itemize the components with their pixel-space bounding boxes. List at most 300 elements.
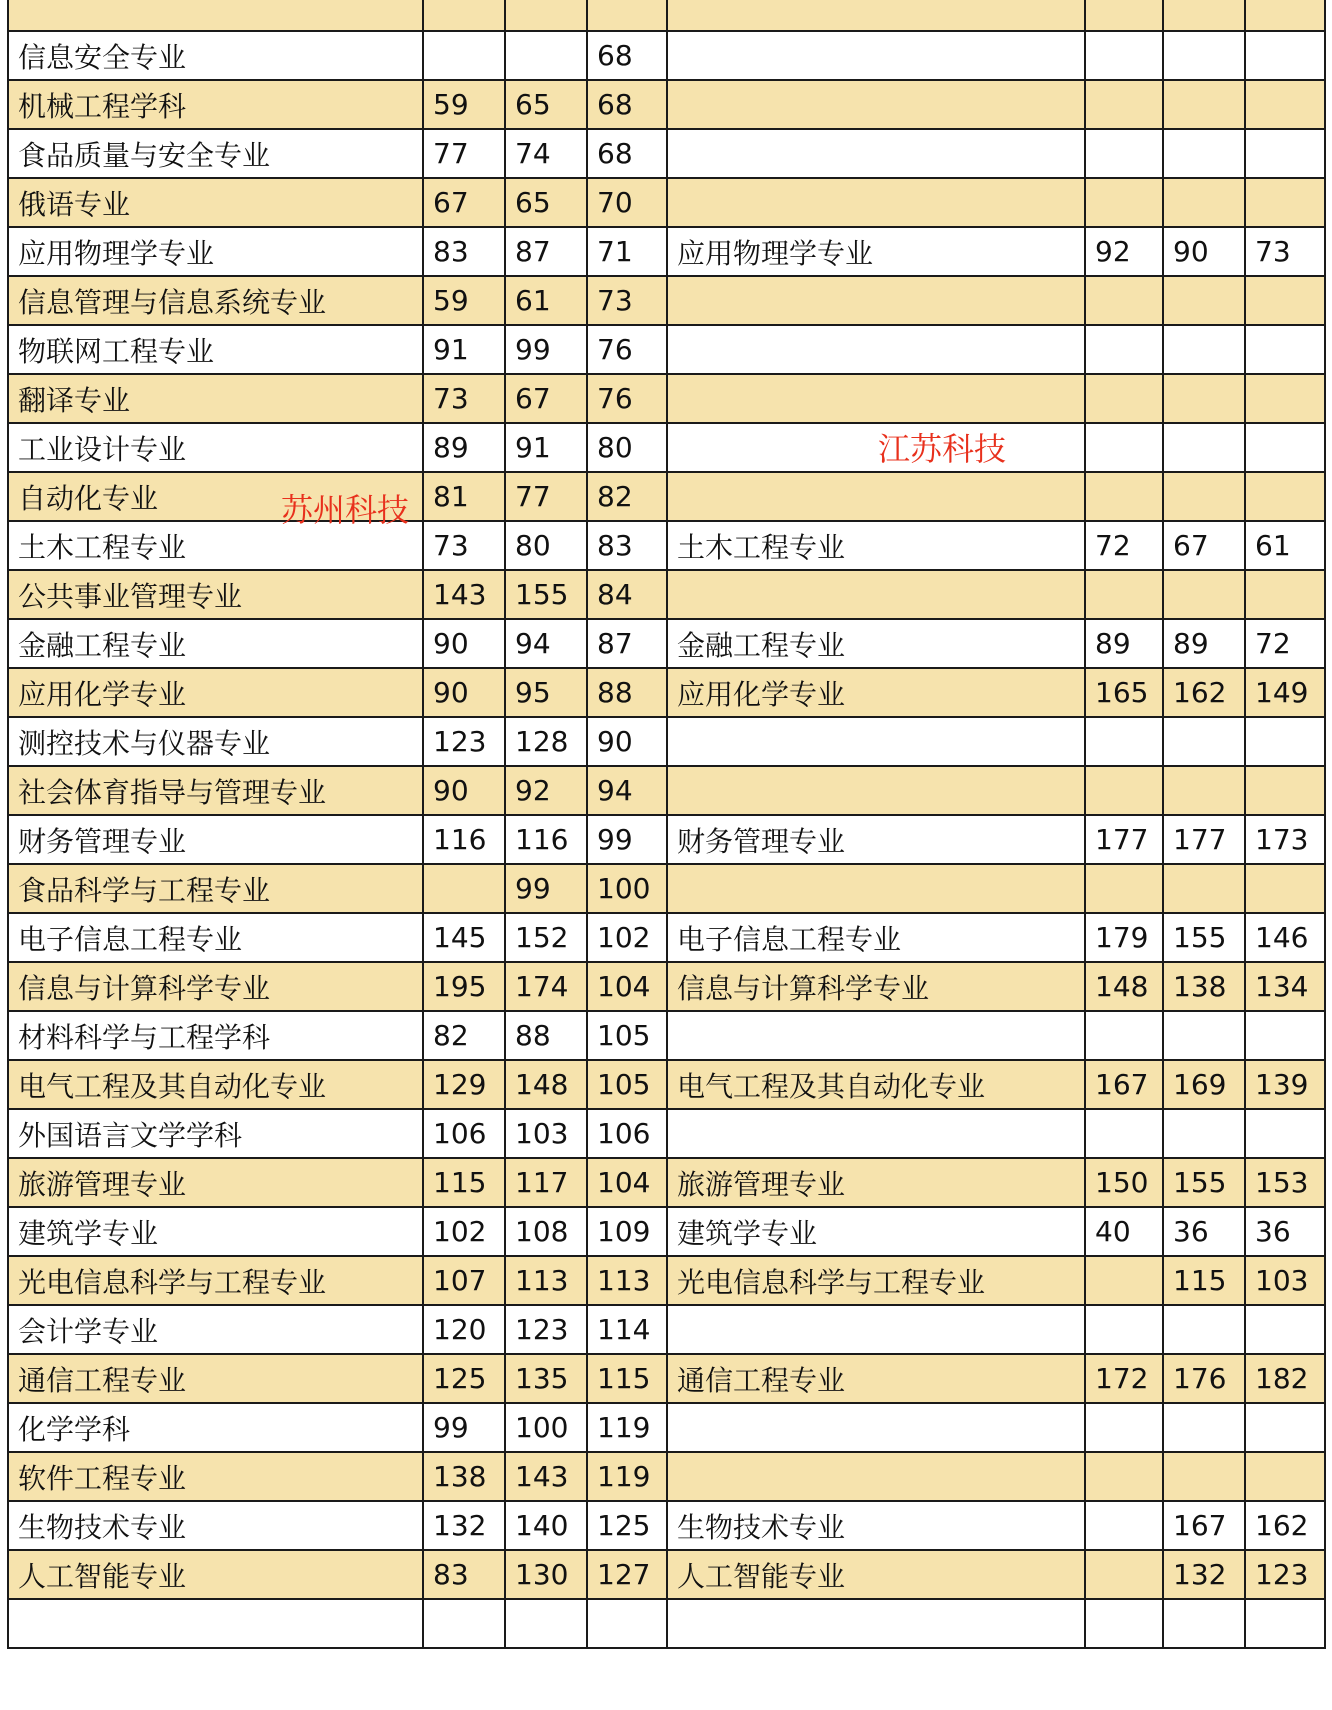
cell-value-2: 152 — [505, 913, 587, 962]
cell-value-6 — [1245, 766, 1325, 815]
cell-major-name: 通信工程专业 — [8, 1354, 423, 1403]
cell-value-6: 134 — [1245, 962, 1325, 1011]
cell-value-6 — [1245, 1305, 1325, 1354]
cell-value-1: 90 — [423, 619, 505, 668]
cell-major-name: 物联网工程专业 — [8, 325, 423, 374]
cell-major-name: 机械工程学科 — [8, 80, 423, 129]
cell-value-1: 67 — [423, 178, 505, 227]
cell-value-6: 72 — [1245, 619, 1325, 668]
cell-value-3: 80 — [587, 423, 667, 472]
cell-value-5 — [1163, 1452, 1245, 1501]
cell-value-1: 77 — [423, 129, 505, 178]
cell-major-name-2 — [667, 1403, 1085, 1452]
cell-major-name-2: 应用物理学专业 — [667, 227, 1085, 276]
cell-major-name: 公共事业管理专业 — [8, 570, 423, 619]
cell-value-4: 92 — [1085, 227, 1163, 276]
cell-value-3: 88 — [587, 668, 667, 717]
cell-value-1 — [423, 31, 505, 80]
cell-major-name: 会计学专业 — [8, 1305, 423, 1354]
cell-value-4: 40 — [1085, 1207, 1163, 1256]
cell-value-2: 140 — [505, 1501, 587, 1550]
cell-value-2: 113 — [505, 1256, 587, 1305]
cell-value-3: 102 — [587, 913, 667, 962]
cell-value-2: 148 — [505, 1060, 587, 1109]
cell-value-5: 90 — [1163, 227, 1245, 276]
cell-value-4: 172 — [1085, 1354, 1163, 1403]
cell-major-name-2: 信息与计算科学专业 — [667, 962, 1085, 1011]
cell-value-4 — [1085, 0, 1163, 31]
cell-value-1: 120 — [423, 1305, 505, 1354]
cell-value-1 — [423, 864, 505, 913]
cell-major-name: 社会体育指导与管理专业 — [8, 766, 423, 815]
table-row — [8, 80, 1325, 129]
cell-value-1 — [423, 1599, 505, 1648]
cell-value-2: 74 — [505, 129, 587, 178]
cell-value-2: 65 — [505, 80, 587, 129]
cell-value-1: 59 — [423, 80, 505, 129]
cell-major-name: 测控技术与仪器专业 — [8, 717, 423, 766]
cell-value-2 — [505, 31, 587, 80]
cell-major-name-2: 生物技术专业 — [667, 1501, 1085, 1550]
cell-value-1: 81 — [423, 472, 505, 521]
cell-major-name-2 — [667, 1599, 1085, 1648]
cell-value-2: 116 — [505, 815, 587, 864]
cell-value-4 — [1085, 766, 1163, 815]
cell-value-4: 72 — [1085, 521, 1163, 570]
cell-value-2: 95 — [505, 668, 587, 717]
cell-value-4: 165 — [1085, 668, 1163, 717]
cell-value-5 — [1163, 129, 1245, 178]
cell-value-4 — [1085, 31, 1163, 80]
cell-value-3: 119 — [587, 1452, 667, 1501]
cell-value-5: 177 — [1163, 815, 1245, 864]
cell-value-2: 88 — [505, 1011, 587, 1060]
cell-value-2: 67 — [505, 374, 587, 423]
cell-value-1: 89 — [423, 423, 505, 472]
cell-value-3: 87 — [587, 619, 667, 668]
cell-value-3: 76 — [587, 374, 667, 423]
table-row — [8, 913, 1325, 962]
cell-value-3: 68 — [587, 80, 667, 129]
cell-value-3: 119 — [587, 1403, 667, 1452]
cell-value-1: 145 — [423, 913, 505, 962]
cell-value-5 — [1163, 31, 1245, 80]
cell-major-name: 生物技术专业 — [8, 1501, 423, 1550]
cell-major-name-2: 金融工程专业 — [667, 619, 1085, 668]
cell-major-name-2 — [667, 80, 1085, 129]
cell-major-name-2: 旅游管理专业 — [667, 1158, 1085, 1207]
cell-major-name-2: 通信工程专业 — [667, 1354, 1085, 1403]
cell-value-1: 125 — [423, 1354, 505, 1403]
cell-value-3: 90 — [587, 717, 667, 766]
cell-major-name-2 — [667, 570, 1085, 619]
cell-major-name: 材料科学与工程学科 — [8, 1011, 423, 1060]
table-row — [8, 1501, 1325, 1550]
cell-major-name-2: 应用化学专业 — [667, 668, 1085, 717]
cell-value-5 — [1163, 1109, 1245, 1158]
cell-value-2: 117 — [505, 1158, 587, 1207]
cell-major-name-2 — [667, 0, 1085, 31]
watermark-jiangsu-keji: 江苏科技 — [878, 430, 1007, 468]
cell-major-name: 光电信息科学与工程专业 — [8, 1256, 423, 1305]
table-row — [8, 1599, 1325, 1648]
cell-value-2: 135 — [505, 1354, 587, 1403]
cell-value-4 — [1085, 1599, 1163, 1648]
cell-major-name-2: 电气工程及其自动化专业 — [667, 1060, 1085, 1109]
cell-value-1: 73 — [423, 521, 505, 570]
cell-value-3: 68 — [587, 31, 667, 80]
cell-value-6 — [1245, 1403, 1325, 1452]
cell-value-5: 169 — [1163, 1060, 1245, 1109]
table-row — [8, 227, 1325, 276]
cell-value-5 — [1163, 570, 1245, 619]
cell-value-5 — [1163, 80, 1245, 129]
cell-value-6 — [1245, 129, 1325, 178]
cell-value-6 — [1245, 374, 1325, 423]
cell-value-2: 155 — [505, 570, 587, 619]
cell-value-1: 59 — [423, 276, 505, 325]
cell-major-name-2 — [667, 766, 1085, 815]
cell-value-3: 105 — [587, 1011, 667, 1060]
table-row — [8, 864, 1325, 913]
cell-value-1: 115 — [423, 1158, 505, 1207]
cell-value-4 — [1085, 472, 1163, 521]
table-row — [8, 1256, 1325, 1305]
table-row — [8, 1550, 1325, 1599]
cell-value-2: 80 — [505, 521, 587, 570]
cell-value-6: 61 — [1245, 521, 1325, 570]
cell-value-1: 107 — [423, 1256, 505, 1305]
cell-value-2: 123 — [505, 1305, 587, 1354]
cell-value-1: 143 — [423, 570, 505, 619]
cell-value-3: 100 — [587, 864, 667, 913]
cell-value-6 — [1245, 80, 1325, 129]
table-row — [8, 521, 1325, 570]
cell-value-2: 128 — [505, 717, 587, 766]
cell-value-5 — [1163, 0, 1245, 31]
cell-value-6: 182 — [1245, 1354, 1325, 1403]
cell-major-name: 金融工程专业 — [8, 619, 423, 668]
cell-value-6 — [1245, 717, 1325, 766]
cell-value-4 — [1085, 276, 1163, 325]
table-row — [8, 129, 1325, 178]
table-row — [8, 31, 1325, 80]
cell-value-6: 173 — [1245, 815, 1325, 864]
cell-value-5: 176 — [1163, 1354, 1245, 1403]
cell-major-name-2 — [667, 178, 1085, 227]
cell-value-6 — [1245, 423, 1325, 472]
cell-value-4 — [1085, 80, 1163, 129]
cell-value-3: 125 — [587, 1501, 667, 1550]
cell-value-6 — [1245, 276, 1325, 325]
cell-value-5: 67 — [1163, 521, 1245, 570]
cell-major-name: 旅游管理专业 — [8, 1158, 423, 1207]
cell-value-5 — [1163, 1305, 1245, 1354]
cell-major-name: 软件工程专业 — [8, 1452, 423, 1501]
cell-value-3: 106 — [587, 1109, 667, 1158]
table-row — [8, 1158, 1325, 1207]
cell-value-4: 150 — [1085, 1158, 1163, 1207]
cell-major-name-2 — [667, 129, 1085, 178]
cell-value-4 — [1085, 423, 1163, 472]
cell-value-5 — [1163, 717, 1245, 766]
cell-major-name: 人工智能专业 — [8, 1550, 423, 1599]
cell-value-4: 177 — [1085, 815, 1163, 864]
cell-value-3: 105 — [587, 1060, 667, 1109]
cell-value-2: 143 — [505, 1452, 587, 1501]
cell-value-4 — [1085, 1305, 1163, 1354]
cell-value-4 — [1085, 129, 1163, 178]
table-row — [8, 325, 1325, 374]
cell-value-2: 174 — [505, 962, 587, 1011]
cell-value-3: 68 — [587, 129, 667, 178]
cell-major-name-2 — [667, 276, 1085, 325]
cell-major-name-2 — [667, 31, 1085, 80]
cell-value-2: 130 — [505, 1550, 587, 1599]
cell-value-2: 99 — [505, 864, 587, 913]
cell-value-1: 99 — [423, 1403, 505, 1452]
cell-value-3: 70 — [587, 178, 667, 227]
cell-value-3: 109 — [587, 1207, 667, 1256]
cell-major-name-2 — [667, 1452, 1085, 1501]
cell-value-5: 155 — [1163, 913, 1245, 962]
cell-value-1: 106 — [423, 1109, 505, 1158]
cell-major-name-2: 光电信息科学与工程专业 — [667, 1256, 1085, 1305]
cell-value-3 — [587, 1599, 667, 1648]
cell-major-name-2 — [667, 717, 1085, 766]
cell-value-6 — [1245, 1109, 1325, 1158]
cell-value-6: 103 — [1245, 1256, 1325, 1305]
cell-major-name-2 — [667, 374, 1085, 423]
cell-major-name: 财务管理专业 — [8, 815, 423, 864]
cell-value-3: 99 — [587, 815, 667, 864]
cell-value-6 — [1245, 864, 1325, 913]
cell-major-name-2 — [667, 423, 1085, 472]
cell-major-name: 自动化专业 — [8, 472, 423, 521]
cell-value-6: 123 — [1245, 1550, 1325, 1599]
score-table — [7, 0, 1326, 1649]
cell-value-4: 89 — [1085, 619, 1163, 668]
cell-value-6 — [1245, 1452, 1325, 1501]
cell-value-4: 167 — [1085, 1060, 1163, 1109]
cell-value-3: 73 — [587, 276, 667, 325]
cell-value-6 — [1245, 1011, 1325, 1060]
table-row — [8, 423, 1325, 472]
cell-value-5: 36 — [1163, 1207, 1245, 1256]
cell-value-2: 108 — [505, 1207, 587, 1256]
cell-major-name: 应用化学专业 — [8, 668, 423, 717]
table-row — [8, 570, 1325, 619]
cell-value-3: 115 — [587, 1354, 667, 1403]
cell-value-1: 83 — [423, 227, 505, 276]
score-table-wrapper — [7, 0, 1326, 1649]
cell-value-6 — [1245, 0, 1325, 31]
cell-major-name-2: 财务管理专业 — [667, 815, 1085, 864]
table-row — [8, 1403, 1325, 1452]
cell-value-1: 83 — [423, 1550, 505, 1599]
table-row — [8, 178, 1325, 227]
cell-value-6 — [1245, 325, 1325, 374]
cell-major-name: 土木工程专业 — [8, 521, 423, 570]
cell-major-name: 信息与计算科学专业 — [8, 962, 423, 1011]
cell-major-name: 电气工程及其自动化专业 — [8, 1060, 423, 1109]
cell-value-6 — [1245, 472, 1325, 521]
table-row — [8, 276, 1325, 325]
cell-major-name-2 — [667, 1109, 1085, 1158]
cell-value-2: 91 — [505, 423, 587, 472]
cell-value-6 — [1245, 570, 1325, 619]
cell-value-4 — [1085, 864, 1163, 913]
cell-value-5 — [1163, 864, 1245, 913]
cell-value-3: 104 — [587, 1158, 667, 1207]
cell-value-3: 76 — [587, 325, 667, 374]
cell-major-name: 外国语言文学学科 — [8, 1109, 423, 1158]
cell-major-name-2: 人工智能专业 — [667, 1550, 1085, 1599]
cell-value-5 — [1163, 1403, 1245, 1452]
cell-value-2: 92 — [505, 766, 587, 815]
cell-value-4 — [1085, 1501, 1163, 1550]
cell-major-name-2 — [667, 1011, 1085, 1060]
cell-value-1: 82 — [423, 1011, 505, 1060]
cell-value-4 — [1085, 1011, 1163, 1060]
table-row — [8, 0, 1325, 31]
cell-value-3: 71 — [587, 227, 667, 276]
cell-major-name: 食品科学与工程专业 — [8, 864, 423, 913]
cell-value-2 — [505, 0, 587, 31]
table-row — [8, 766, 1325, 815]
table-row — [8, 619, 1325, 668]
cell-value-5: 132 — [1163, 1550, 1245, 1599]
cell-value-3: 84 — [587, 570, 667, 619]
cell-value-1: 129 — [423, 1060, 505, 1109]
cell-value-1: 91 — [423, 325, 505, 374]
cell-value-2: 100 — [505, 1403, 587, 1452]
watermark-suzhou-keji: 苏州科技 — [281, 491, 410, 529]
cell-value-4 — [1085, 178, 1163, 227]
cell-value-5: 162 — [1163, 668, 1245, 717]
table-row — [8, 717, 1325, 766]
cell-value-4 — [1085, 1550, 1163, 1599]
cell-value-5 — [1163, 178, 1245, 227]
cell-value-4 — [1085, 570, 1163, 619]
cell-value-4 — [1085, 717, 1163, 766]
cell-value-2: 61 — [505, 276, 587, 325]
cell-value-4 — [1085, 325, 1163, 374]
cell-value-6: 153 — [1245, 1158, 1325, 1207]
cell-major-name: 信息安全专业 — [8, 31, 423, 80]
cell-value-3: 113 — [587, 1256, 667, 1305]
cell-value-4 — [1085, 1256, 1163, 1305]
cell-value-1: 90 — [423, 668, 505, 717]
cell-major-name: 化学学科 — [8, 1403, 423, 1452]
cell-value-6: 162 — [1245, 1501, 1325, 1550]
table-row — [8, 1011, 1325, 1060]
cell-value-3: 83 — [587, 521, 667, 570]
cell-major-name: 应用物理学专业 — [8, 227, 423, 276]
cell-value-1: 132 — [423, 1501, 505, 1550]
cell-value-5 — [1163, 1599, 1245, 1648]
cell-value-6 — [1245, 1599, 1325, 1648]
cell-value-5 — [1163, 325, 1245, 374]
cell-value-6 — [1245, 178, 1325, 227]
cell-major-name-2: 土木工程专业 — [667, 521, 1085, 570]
cell-value-2: 87 — [505, 227, 587, 276]
cell-value-2: 77 — [505, 472, 587, 521]
cell-value-1 — [423, 0, 505, 31]
cell-value-3: 127 — [587, 1550, 667, 1599]
cell-value-5: 167 — [1163, 1501, 1245, 1550]
cell-value-2 — [505, 1599, 587, 1648]
cell-major-name: 食品质量与安全专业 — [8, 129, 423, 178]
cell-value-4: 179 — [1085, 913, 1163, 962]
cell-value-3: 114 — [587, 1305, 667, 1354]
table-row — [8, 1060, 1325, 1109]
cell-major-name: 建筑学专业 — [8, 1207, 423, 1256]
table-row — [8, 1305, 1325, 1354]
cell-value-1: 73 — [423, 374, 505, 423]
cell-value-4 — [1085, 1452, 1163, 1501]
cell-major-name-2 — [667, 864, 1085, 913]
table-row — [8, 1207, 1325, 1256]
cell-value-1: 123 — [423, 717, 505, 766]
cell-value-6: 73 — [1245, 227, 1325, 276]
cell-value-1: 138 — [423, 1452, 505, 1501]
table-row — [8, 1354, 1325, 1403]
cell-major-name — [8, 1599, 423, 1648]
cell-value-3: 94 — [587, 766, 667, 815]
cell-major-name — [8, 0, 423, 31]
cell-value-5: 138 — [1163, 962, 1245, 1011]
cell-value-5 — [1163, 423, 1245, 472]
cell-value-3: 82 — [587, 472, 667, 521]
cell-value-4 — [1085, 1403, 1163, 1452]
cell-value-2: 103 — [505, 1109, 587, 1158]
table-row — [8, 1109, 1325, 1158]
cell-value-5 — [1163, 276, 1245, 325]
cell-value-5 — [1163, 472, 1245, 521]
cell-value-6: 146 — [1245, 913, 1325, 962]
table-row — [8, 962, 1325, 1011]
cell-value-5 — [1163, 766, 1245, 815]
cell-value-4: 148 — [1085, 962, 1163, 1011]
table-row — [8, 815, 1325, 864]
cell-major-name: 翻译专业 — [8, 374, 423, 423]
cell-value-1: 90 — [423, 766, 505, 815]
cell-value-1: 116 — [423, 815, 505, 864]
cell-value-5 — [1163, 374, 1245, 423]
cell-value-6: 139 — [1245, 1060, 1325, 1109]
cell-value-6 — [1245, 31, 1325, 80]
cell-major-name: 信息管理与信息系统专业 — [8, 276, 423, 325]
table-row — [8, 472, 1325, 521]
cell-value-6: 149 — [1245, 668, 1325, 717]
cell-value-2: 65 — [505, 178, 587, 227]
table-body — [8, 0, 1325, 1648]
cell-major-name: 俄语专业 — [8, 178, 423, 227]
cell-value-4 — [1085, 374, 1163, 423]
cell-value-5: 155 — [1163, 1158, 1245, 1207]
cell-major-name-2: 电子信息工程专业 — [667, 913, 1085, 962]
cell-major-name: 工业设计专业 — [8, 423, 423, 472]
cell-value-5: 89 — [1163, 619, 1245, 668]
table-row — [8, 1452, 1325, 1501]
cell-major-name: 电子信息工程专业 — [8, 913, 423, 962]
cell-value-5 — [1163, 1011, 1245, 1060]
cell-value-5: 115 — [1163, 1256, 1245, 1305]
cell-value-1: 195 — [423, 962, 505, 1011]
table-row — [8, 668, 1325, 717]
cell-major-name-2 — [667, 325, 1085, 374]
